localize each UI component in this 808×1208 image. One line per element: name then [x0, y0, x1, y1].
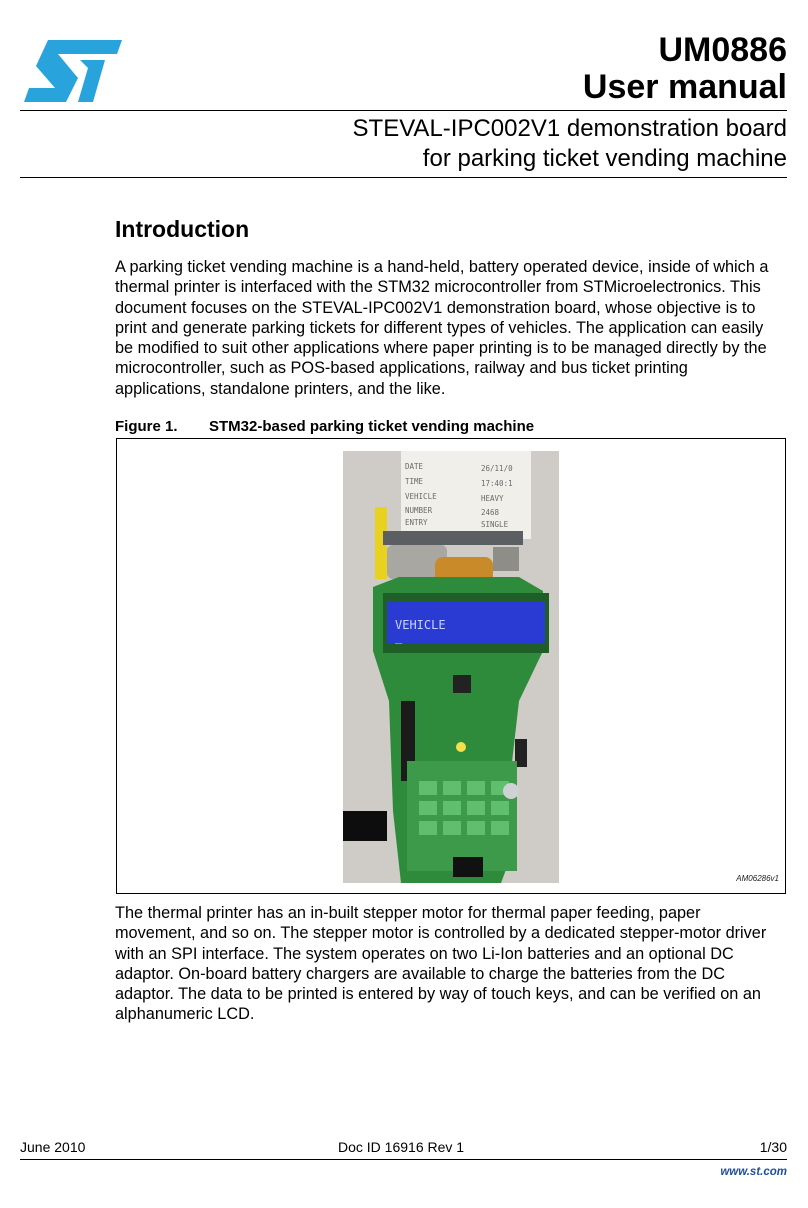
document-type: User manual — [582, 68, 787, 106]
receipt-label: VEHICLE — [405, 492, 437, 501]
receipt-label: TIME — [405, 477, 424, 486]
header-divider-top — [20, 110, 787, 111]
paragraph-line: applications, standalone printers, and the like. — [115, 379, 446, 398]
paragraph-line: adaptor. On-board battery chargers are available to charge the batteries from the DC — [115, 964, 725, 983]
paragraph-line: adaptor. The data to be printed is entered by way of touch keys, and can be verified on an — [115, 985, 761, 1004]
receipt-label: NUMBER — [405, 506, 433, 515]
introduction-paragraph — [115, 257, 787, 399]
receipt-value: 17:40:1 — [481, 479, 513, 488]
figure-id: AM06286v1 — [736, 874, 779, 883]
introduction-heading: Introduction — [115, 216, 250, 242]
footer-page-number: 1/30 — [759, 1139, 787, 1155]
st-logo-icon — [22, 38, 124, 104]
paragraph-line: be modified to suit other applications where paper printing is to be managed directly by the — [115, 339, 767, 358]
paragraph-line: thermal printer is interfaced with the STM32 microcontroller from STMicroelectronics. This — [115, 278, 761, 297]
header-divider-bottom — [20, 177, 787, 178]
board-photo — [343, 451, 559, 883]
paragraph-line: with an SPI interface. The system operates on two Li-Ion batteries and an optional DC — [115, 944, 734, 963]
body-paragraph — [115, 903, 787, 1025]
paragraph-line: document focuses on the STEVAL-IPC002V1 demonstration board, whose objective is to — [115, 298, 756, 317]
subtitle-line-2: for parking ticket vending machine — [422, 145, 787, 172]
paragraph-line: microcontroller, such as POS-based applications, railway and bus ticket printing — [115, 359, 688, 378]
paragraph-line: print and generate parking tickets for different types of vehicles. The application can easily — [115, 318, 764, 337]
footer-date: June 2010 — [20, 1139, 86, 1155]
document-code: UM0886 — [658, 31, 787, 69]
figure-number: Figure 1. — [115, 418, 178, 435]
paragraph-line: movement, and so on. The stepper motor is controlled by a dedicated stepper-motor driver — [115, 924, 767, 943]
figure-caption — [115, 418, 535, 435]
receipt-label: ENTRY — [405, 518, 428, 527]
receipt-value: 2468 — [481, 508, 500, 517]
paragraph-line: The thermal printer has an in-built stepper motor for thermal paper feeding, paper — [115, 904, 701, 922]
figure-title: STM32-based parking ticket vending machine — [209, 418, 535, 435]
website-link[interactable]: www.st.com — [720, 1166, 787, 1178]
receipt-value: 26/11/0 — [481, 464, 513, 473]
receipt-label: DATE — [405, 462, 424, 471]
paragraph-line: alphanumeric LCD. — [115, 1005, 255, 1024]
footer-divider — [20, 1159, 787, 1160]
lcd-cursor: _ — [395, 630, 403, 644]
lcd-text: VEHICLE — [395, 618, 446, 632]
paragraph-line: A parking ticket vending machine is a hand-held, battery operated device, inside of which a — [115, 258, 769, 276]
footer-doc-id: Doc ID 16916 Rev 1 — [338, 1139, 465, 1155]
receipt-value: SINGLE — [481, 520, 509, 529]
subtitle-line-1: STEVAL-IPC002V1 demonstration board — [352, 115, 787, 142]
figure-frame — [116, 438, 786, 894]
receipt-value: HEAVY — [481, 494, 504, 503]
